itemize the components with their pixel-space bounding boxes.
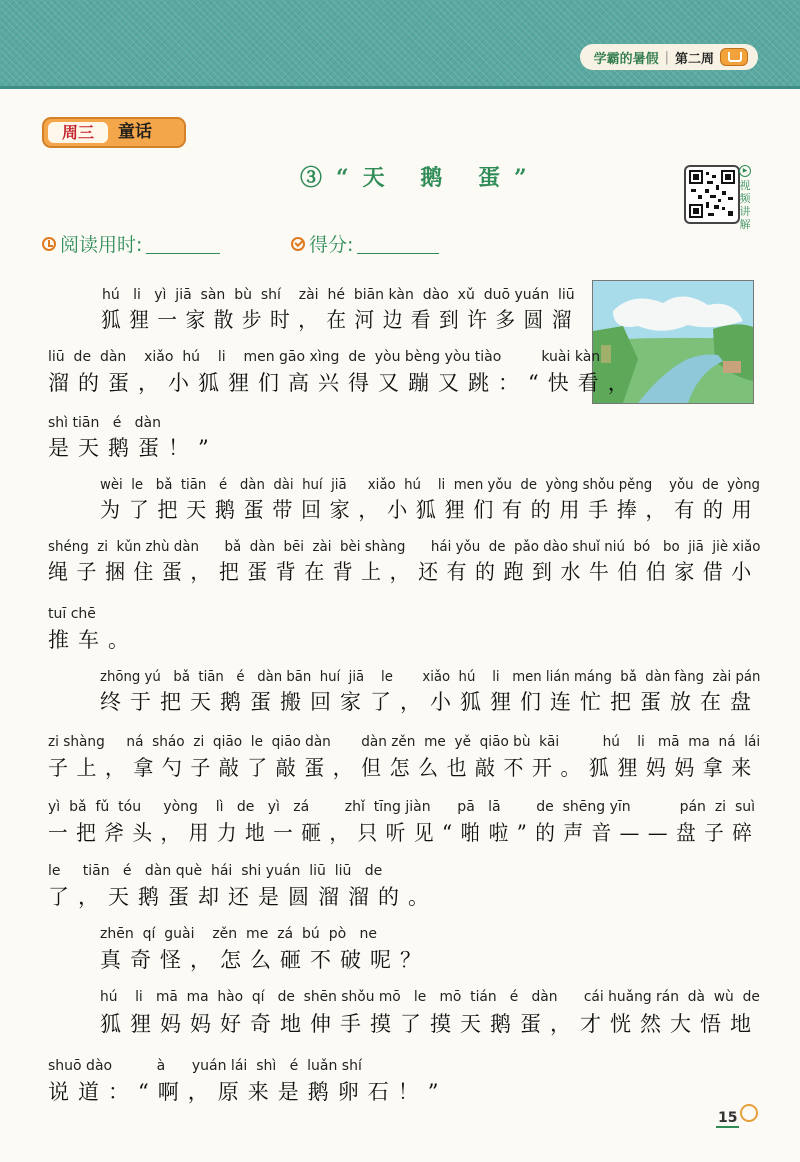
- hanzi-line: 了，天鹅蛋却还是圆溜溜的。: [48, 885, 438, 909]
- reading-time-field: [42, 230, 220, 257]
- day-label: 周三: [48, 122, 108, 143]
- pinyin-line: zhōng yú bǎ tiān é dàn bān huí jiā le xiǎo hú li men lián máng bǎ dàn fàng zài pán: [100, 669, 761, 685]
- hanzi-line: 真奇怪，怎么砸不破呢？: [100, 948, 430, 972]
- pinyin-line: shéng zi kǔn zhù dàn bǎ dàn bēi zài bèi shàng hái yǒu de pǎo dào shuǐ niú bó bo jiā jiè xiǎo: [48, 539, 761, 555]
- qr-label-char: 解: [739, 218, 751, 231]
- hanzi-line: 推车。: [48, 628, 138, 652]
- qr-label-char: 频: [739, 192, 751, 205]
- genre-label: 童话: [118, 122, 152, 142]
- hanzi-line: 说道：“啊，原来是鹅卵石！”: [48, 1080, 448, 1104]
- score-blank[interactable]: [357, 233, 439, 254]
- header-pill: [580, 44, 758, 70]
- hanzi-line: 狐狸妈妈好奇地伸手摸了摸天鹅蛋，才恍然大悟地: [100, 1012, 760, 1036]
- hanzi-line: 终于把天鹅蛋搬回家了，小狐狸们连忙把蛋放在盘: [100, 690, 760, 714]
- story-title: ③“天 鹅 蛋”: [300, 165, 541, 191]
- score-field: [291, 230, 439, 257]
- pinyin-line: hú li mā ma hào qí de shēn shǒu mō le mō tián é dàn cái huǎng rán dà wù de: [100, 989, 760, 1005]
- qr-code[interactable]: [684, 165, 740, 224]
- qr-label-char: 讲: [739, 205, 751, 218]
- video-explain-label: [738, 165, 752, 231]
- pinyin-line: shì tiān é dàn: [48, 415, 161, 431]
- sun-icon: [740, 1104, 758, 1122]
- pinyin-line: liū de dàn xiǎo hú li men gāo xìng de yòu bèng yòu tiào kuài kàn: [48, 349, 601, 365]
- check-icon: [291, 237, 305, 251]
- series-title: 学霸的暑假: [593, 51, 659, 67]
- score-label: 得分:: [309, 234, 354, 256]
- trophy-icon: [720, 48, 748, 66]
- pinyin-line: le tiān é dàn què hái shi yuán liū liū de: [48, 863, 383, 879]
- hanzi-line: 子上，拿勺子敲了敲蛋，但怎么也敲不开。狐狸妈妈拿来: [48, 756, 760, 780]
- hanzi-line: 绳子捆住蛋，把蛋背在背上，还有的跑到水牛伯伯家借小: [48, 560, 760, 584]
- day-genre-tag: [42, 117, 186, 148]
- hanzi-line: 狐狸一家散步时，在河边看到许多圆溜: [101, 308, 580, 332]
- qr-label-char: 视: [739, 179, 751, 192]
- pinyin-line: wèi le bǎ tiān é dàn dài huí jiā xiǎo hú li men yǒu de yòng shǒu pěng yǒu de yòng: [100, 477, 760, 493]
- hanzi-line: 为了把天鹅蛋带回家，小狐狸们有的用手捧，有的用: [100, 498, 761, 522]
- reading-time-blank[interactable]: [146, 233, 220, 254]
- pinyin-line: zhēn qí guài zěn me zá bú pò ne: [100, 926, 377, 942]
- page-number: 15: [718, 1110, 738, 1126]
- week-label: 第二周: [674, 51, 714, 67]
- clock-icon: [42, 237, 56, 251]
- reading-time-label: 阅读用时:: [60, 234, 143, 256]
- pinyin-line: shuō dào à yuán lái shì é luǎn shí: [48, 1058, 362, 1074]
- play-icon: ▶: [739, 165, 751, 177]
- pinyin-line: zi shàng ná sháo zi qiāo le qiāo dàn dàn zěn me yě qiāo bù kāi hú li mā ma ná lái: [48, 734, 761, 750]
- hanzi-line: 是天鹅蛋！”: [48, 436, 218, 460]
- hanzi-line: 溜的蛋，小狐狸们高兴得又蹦又跳：“快看，: [48, 371, 638, 395]
- pinyin-line: yì bǎ fǔ tóu yòng lì de yì zá zhǐ tīng jiàn pā lā de shēng yīn pán zi suì: [48, 799, 756, 815]
- pill-separator: |: [664, 49, 669, 65]
- pinyin-line: tuī chē: [48, 606, 96, 622]
- pinyin-line: hú li yì jiā sàn bù shí zài hé biān kàn dào xǔ duō yuán liū: [102, 287, 575, 303]
- hanzi-line: 一把斧头，用力地一砸，只听见“啪啦”的声音——盘子碎: [48, 821, 761, 845]
